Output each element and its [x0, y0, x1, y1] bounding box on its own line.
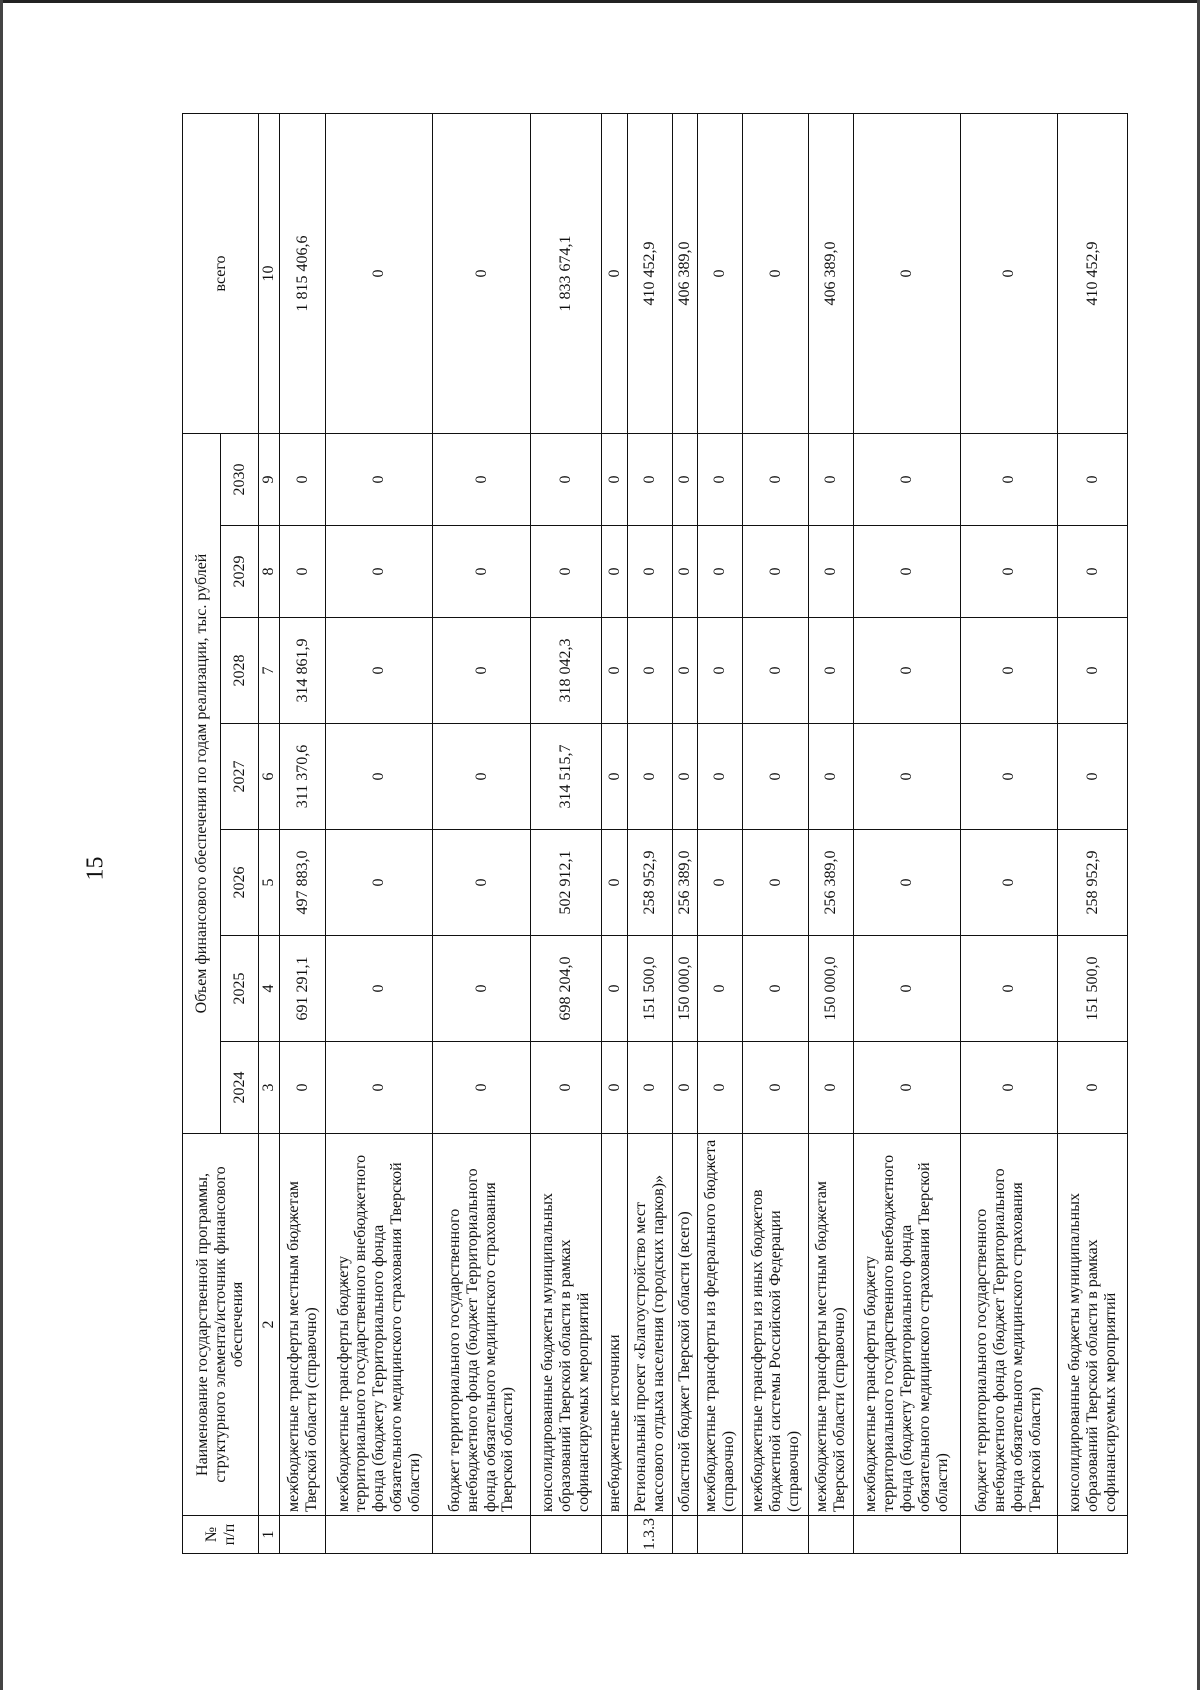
row-value: 0 — [602, 526, 627, 618]
row-value: 0 — [326, 526, 433, 618]
table-row — [743, 113, 809, 1553]
row-value: 0 — [326, 1042, 433, 1134]
table-row — [809, 113, 854, 1553]
row-value: 150 000,0 — [809, 936, 854, 1042]
row-value: 0 — [602, 936, 627, 1042]
row-name: межбюджетные трансферты из федерального бюджета (справочно) — [698, 1134, 743, 1516]
row-name: межбюджетные трансферты из иных бюджетов бюджетной системы Российской Федерации (справочно) — [743, 1134, 809, 1516]
row-total: 0 — [326, 113, 433, 433]
row-value: 0 — [672, 433, 697, 525]
row-value: 256 389,0 — [809, 830, 854, 936]
row-value: 150 000,0 — [672, 936, 697, 1042]
row-value: 0 — [279, 1042, 325, 1134]
row-value: 0 — [1058, 618, 1128, 724]
row-value: 0 — [743, 1042, 809, 1134]
column-number: 6 — [259, 724, 280, 830]
row-value: 0 — [433, 1042, 530, 1134]
row-value: 0 — [1058, 1042, 1128, 1134]
column-number: 7 — [259, 618, 280, 724]
row-total: 0 — [602, 113, 627, 433]
table-row — [961, 113, 1058, 1553]
row-value: 0 — [743, 724, 809, 830]
column-number: 1 — [259, 1516, 280, 1554]
row-name: межбюджетные трансферты бюджету территориального государственного внебюджетного фонда (бюджету Территориального фонда обязательного медицинского страхования Тверской области) — [853, 1134, 960, 1516]
row-value: 0 — [433, 433, 530, 525]
row-name: бюджет территориального государственного внебюджетного фонда (бюджет Территориального фонда обязательного медицинского страхования Тверской области) — [433, 1134, 530, 1516]
column-number: 10 — [259, 113, 280, 433]
row-value: 0 — [961, 936, 1058, 1042]
row-value: 0 — [809, 618, 854, 724]
row-value: 0 — [809, 433, 854, 525]
row-value: 0 — [743, 830, 809, 936]
row-value: 0 — [809, 724, 854, 830]
row-value: 0 — [743, 936, 809, 1042]
row-value: 0 — [698, 724, 743, 830]
row-value: 0 — [743, 618, 809, 724]
row-number — [743, 1516, 809, 1554]
row-value: 0 — [698, 526, 743, 618]
row-value: 0 — [530, 1042, 602, 1134]
row-total: 410 452,9 — [1058, 113, 1128, 433]
row-value: 0 — [853, 433, 960, 525]
row-value: 0 — [279, 526, 325, 618]
row-total: 1 833 674,1 — [530, 113, 602, 433]
row-value: 0 — [961, 1042, 1058, 1134]
row-number — [279, 1516, 325, 1554]
column-number: 8 — [259, 526, 280, 618]
table-row — [672, 113, 697, 1553]
column-number: 4 — [259, 936, 280, 1042]
row-value: 0 — [627, 526, 672, 618]
row-value: 0 — [602, 433, 627, 525]
row-value: 0 — [602, 830, 627, 936]
row-value: 0 — [853, 830, 960, 936]
row-value: 0 — [602, 1042, 627, 1134]
row-number — [853, 1516, 960, 1554]
header-year: 2026 — [221, 830, 259, 936]
table-row — [698, 113, 743, 1553]
row-value: 0 — [433, 830, 530, 936]
table-row — [279, 113, 325, 1553]
row-value: 0 — [809, 526, 854, 618]
row-name: межбюджетные трансферты местным бюджетам Тверской области (справочно) — [279, 1134, 325, 1516]
row-value: 0 — [433, 724, 530, 830]
row-value: 314 515,7 — [530, 724, 602, 830]
row-value: 0 — [627, 1042, 672, 1134]
row-name: межбюджетные трансферты местным бюджетам Тверской области (справочно) — [809, 1134, 854, 1516]
row-number — [1058, 1516, 1128, 1554]
row-total: 0 — [853, 113, 960, 433]
row-value: 0 — [743, 526, 809, 618]
funding-table — [182, 113, 1128, 1554]
row-name: межбюджетные трансферты бюджету территориального государственного внебюджетного фонда (бюджету Территориального фонда обязательного медицинского страхования Тверской области) — [326, 1134, 433, 1516]
row-total: 1 815 406,6 — [279, 113, 325, 433]
table-row — [326, 113, 433, 1553]
row-value: 0 — [698, 830, 743, 936]
header-year: 2028 — [221, 618, 259, 724]
row-value: 0 — [672, 618, 697, 724]
row-number: 1.3.3 — [627, 1516, 672, 1554]
row-total: 406 389,0 — [672, 113, 697, 433]
row-value: 0 — [279, 433, 325, 525]
row-name: областной бюджет Тверской области (всего) — [672, 1134, 697, 1516]
row-value: 0 — [961, 724, 1058, 830]
row-name: внебюджетные источники — [602, 1134, 627, 1516]
page-number: 15 — [82, 856, 109, 881]
table-row — [853, 113, 960, 1553]
row-number — [672, 1516, 697, 1554]
row-value: 497 883,0 — [279, 830, 325, 936]
row-value: 0 — [853, 526, 960, 618]
row-value: 0 — [326, 830, 433, 936]
row-value: 0 — [961, 618, 1058, 724]
table-row — [433, 113, 530, 1553]
row-value: 0 — [672, 1042, 697, 1134]
header-year: 2024 — [221, 1042, 259, 1134]
row-number — [698, 1516, 743, 1554]
row-value: 0 — [961, 830, 1058, 936]
rotated-table-container — [182, 114, 1128, 1554]
row-number — [809, 1516, 854, 1554]
row-value: 0 — [1058, 724, 1128, 830]
row-value: 258 952,9 — [627, 830, 672, 936]
row-value: 0 — [809, 1042, 854, 1134]
row-name: консолидированные бюджеты муниципальных образований Тверской области в рамках софинансируемых мероприятий — [530, 1134, 602, 1516]
table-row — [627, 113, 672, 1553]
header-number: № п/п — [183, 1516, 259, 1554]
column-number-row — [259, 113, 280, 1553]
row-value: 151 500,0 — [627, 936, 672, 1042]
column-number: 9 — [259, 433, 280, 525]
scan-edge-left — [0, 0, 3, 1690]
row-value: 0 — [326, 936, 433, 1042]
row-value: 0 — [961, 526, 1058, 618]
row-value: 0 — [602, 618, 627, 724]
table-row — [1058, 113, 1128, 1553]
row-value: 0 — [433, 936, 530, 1042]
row-value: 311 370,6 — [279, 724, 325, 830]
row-value: 0 — [853, 936, 960, 1042]
column-number: 3 — [259, 1042, 280, 1134]
row-value: 0 — [698, 618, 743, 724]
row-value: 0 — [1058, 433, 1128, 525]
row-total: 0 — [961, 113, 1058, 433]
row-value: 0 — [698, 936, 743, 1042]
row-number — [530, 1516, 602, 1554]
row-value: 502 912,1 — [530, 830, 602, 936]
row-value: 0 — [326, 724, 433, 830]
row-value: 0 — [602, 724, 627, 830]
header-year: 2030 — [221, 433, 259, 525]
row-value: 0 — [326, 433, 433, 525]
row-name: консолидированные бюджеты муниципальных образований Тверской области в рамках софинансируемых мероприятий — [1058, 1134, 1128, 1516]
row-value: 698 204,0 — [530, 936, 602, 1042]
row-number — [602, 1516, 627, 1554]
scan-edge-top — [0, 0, 1200, 3]
column-number: 2 — [259, 1134, 280, 1516]
table-row — [530, 113, 602, 1553]
row-value: 691 291,1 — [279, 936, 325, 1042]
header-funding: Объем финансового обеспечения по годам реализации, тыс. рублей — [183, 433, 221, 1133]
row-value: 0 — [672, 526, 697, 618]
row-value: 256 389,0 — [672, 830, 697, 936]
row-value: 318 042,3 — [530, 618, 602, 724]
row-total: 0 — [433, 113, 530, 433]
row-value: 0 — [326, 618, 433, 724]
row-value: 0 — [743, 433, 809, 525]
row-value: 0 — [853, 618, 960, 724]
header-year: 2027 — [221, 724, 259, 830]
row-number — [433, 1516, 530, 1554]
table-row — [602, 113, 627, 1553]
row-value: 314 861,9 — [279, 618, 325, 724]
row-value: 0 — [698, 1042, 743, 1134]
row-value: 0 — [672, 724, 697, 830]
row-value: 258 952,9 — [1058, 830, 1128, 936]
row-total: 410 452,9 — [627, 113, 672, 433]
row-value: 0 — [1058, 526, 1128, 618]
header-total: всего — [183, 113, 259, 433]
row-value: 0 — [433, 526, 530, 618]
header-year: 2029 — [221, 526, 259, 618]
column-number: 5 — [259, 830, 280, 936]
row-value: 151 500,0 — [1058, 936, 1128, 1042]
row-value: 0 — [433, 618, 530, 724]
row-number — [326, 1516, 433, 1554]
row-total: 0 — [698, 113, 743, 433]
row-value: 0 — [627, 433, 672, 525]
row-value: 0 — [627, 724, 672, 830]
row-number — [961, 1516, 1058, 1554]
row-total: 406 389,0 — [809, 113, 854, 433]
row-total: 0 — [743, 113, 809, 433]
row-value: 0 — [961, 433, 1058, 525]
header-year: 2025 — [221, 936, 259, 1042]
row-value: 0 — [698, 433, 743, 525]
row-value: 0 — [853, 1042, 960, 1134]
row-value: 0 — [530, 433, 602, 525]
row-name: бюджет территориального государственного внебюджетного фонда (бюджет Территориального фонда обязательного медицинского страхования Тверской области) — [961, 1134, 1058, 1516]
row-value: 0 — [530, 526, 602, 618]
row-value: 0 — [627, 618, 672, 724]
header-name: Наименование государственной программы, структурного элемента/источник финансового обеспечения — [183, 1134, 259, 1516]
row-value: 0 — [853, 724, 960, 830]
row-name: Региональный проект «Благоустройство мест массового отдыха населения (городских парков)» — [627, 1134, 672, 1516]
